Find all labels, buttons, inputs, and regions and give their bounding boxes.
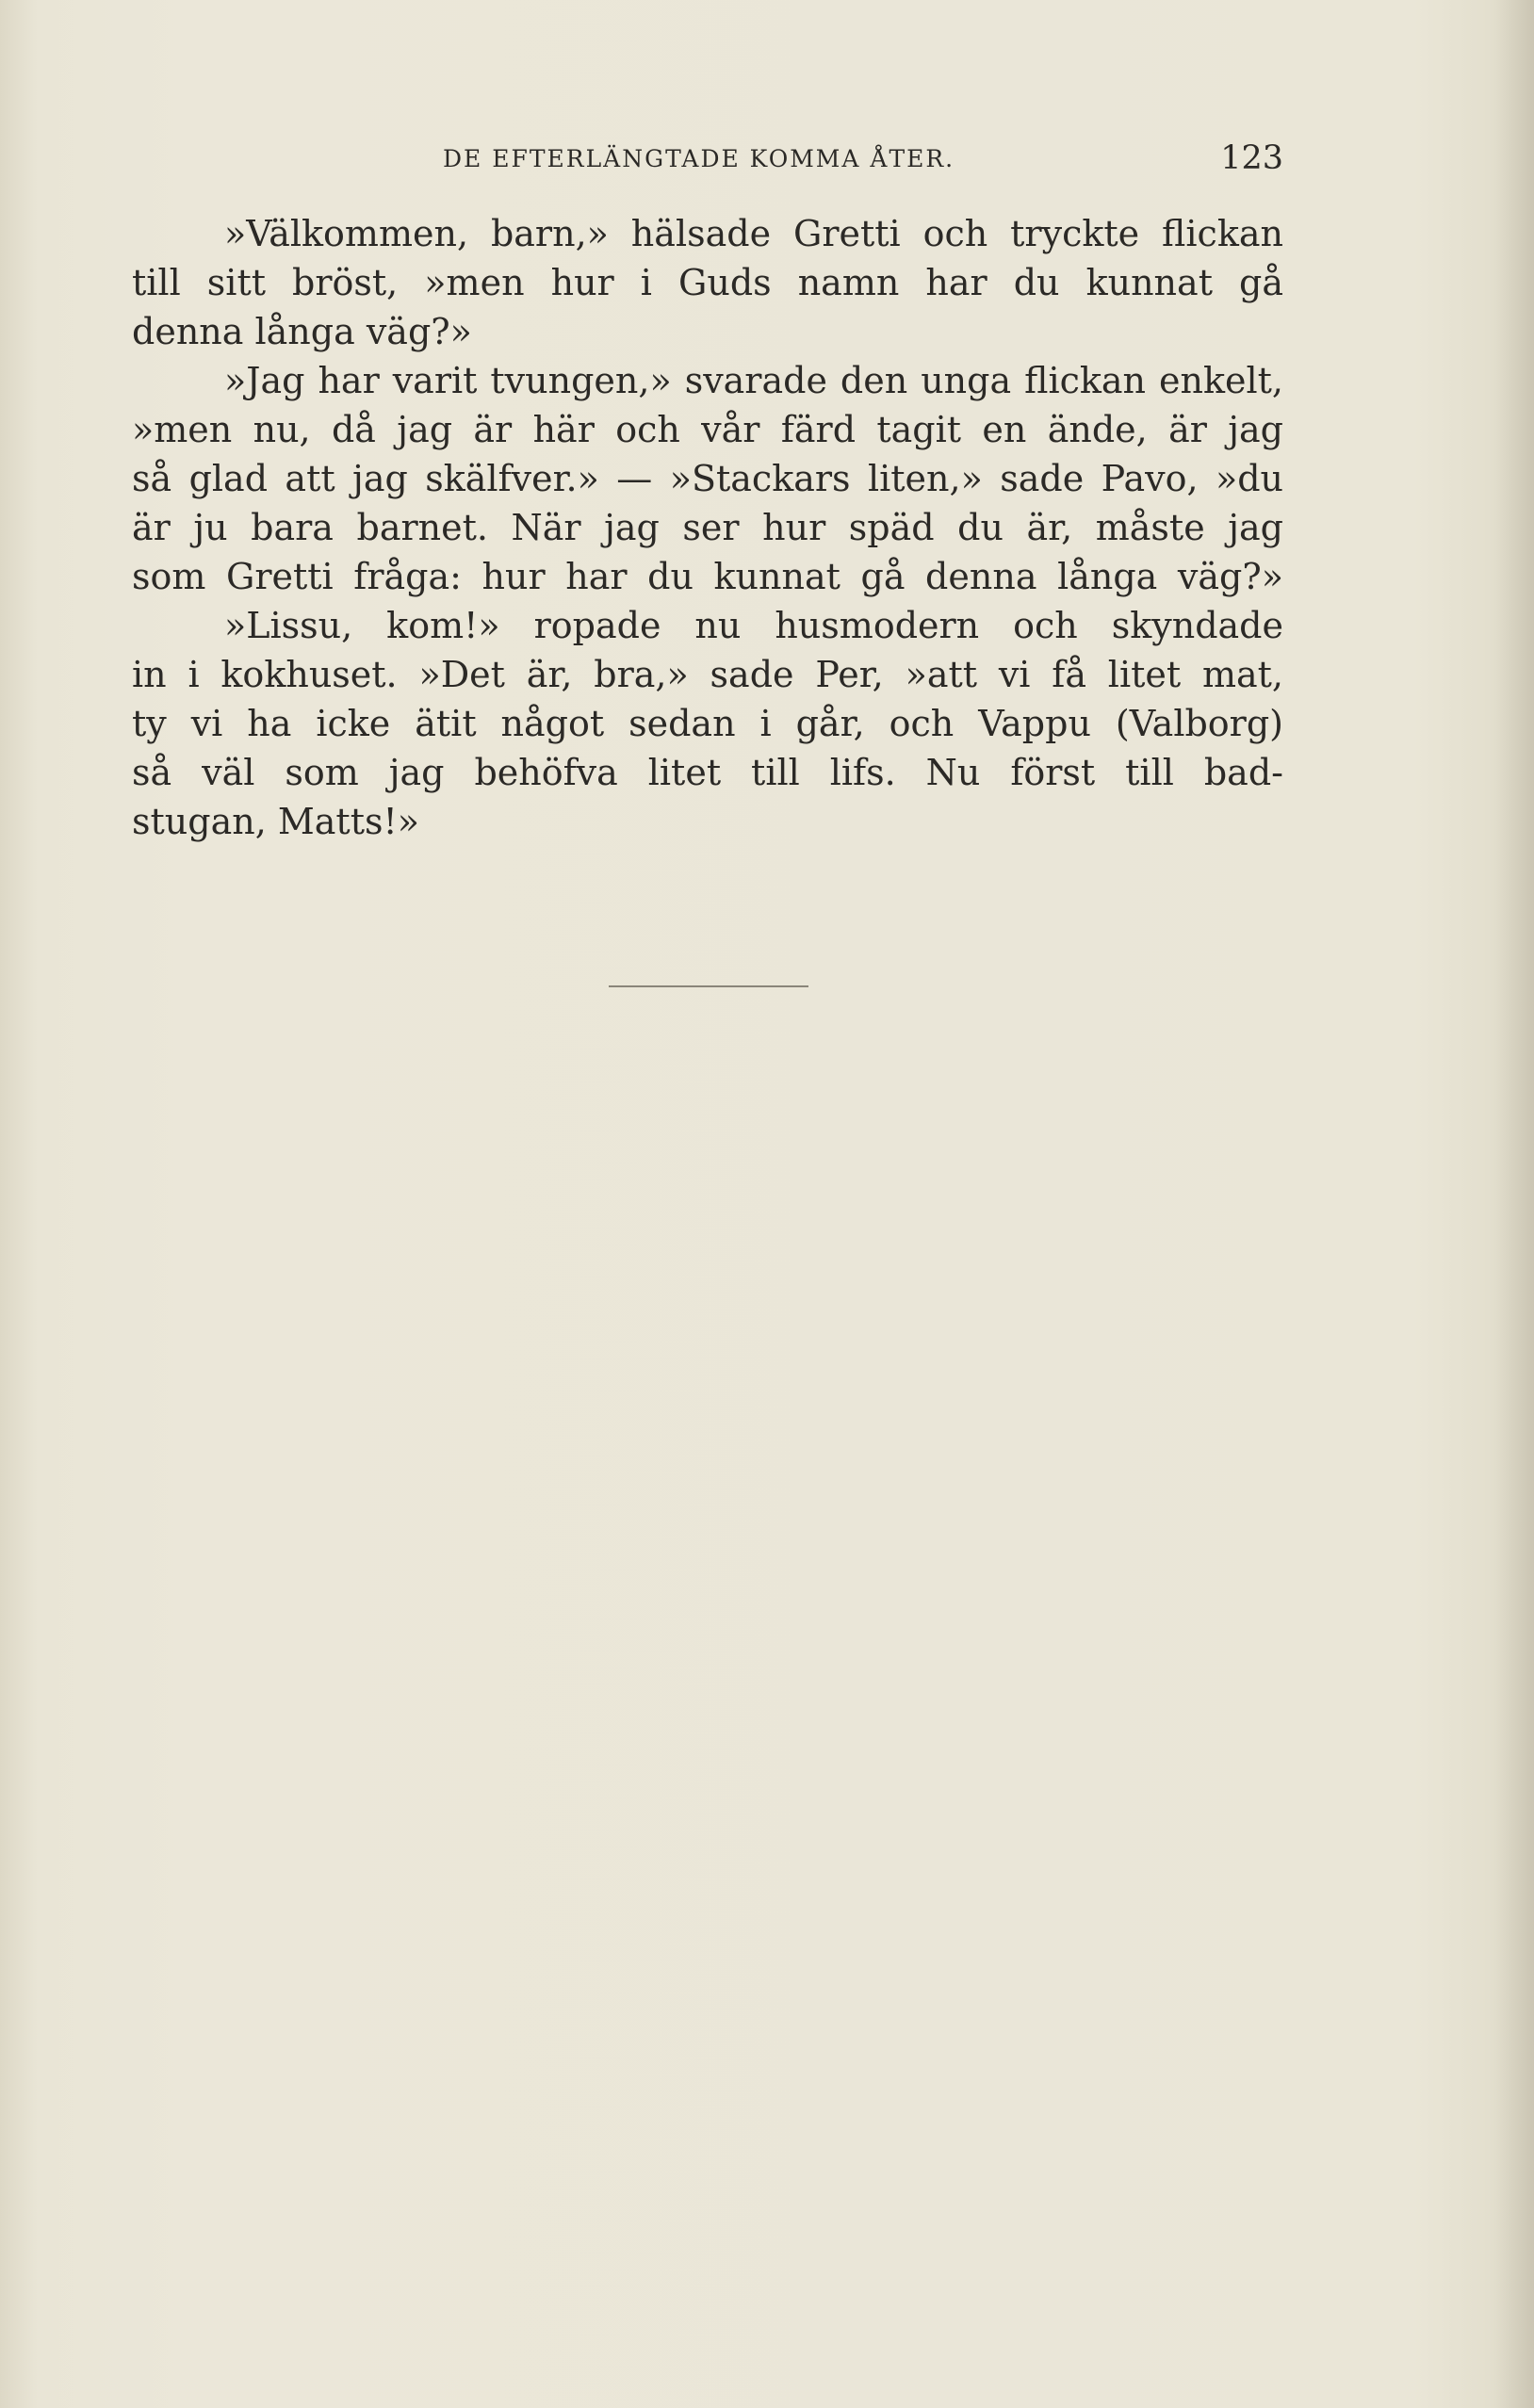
text-line: är ju bara barnet. När jag ser hur späd du är, måste jag (132, 507, 1283, 548)
page-number: 123 (1220, 139, 1283, 177)
running-head (132, 141, 1283, 179)
text-line: som Gretti fråga: hur har du kunnat gå denna långa väg?» (132, 556, 1283, 597)
text-line: så väl som jag behöfva litet till lifs. Nu först till bad- (132, 752, 1283, 793)
text-line: ty vi ha icke ätit något sedan i går, och Vappu (Valborg) (132, 703, 1283, 744)
page-edge-shadow (1496, 0, 1534, 2408)
text-line: stugan, Matts!» (132, 801, 419, 842)
text-line: »Välkommen, barn,» hälsade Gretti och tryckte flickan (224, 213, 1283, 254)
text-line: »men nu, då jag är här och vår färd tagit en ände, är jag (132, 409, 1283, 450)
section-end-rule (609, 985, 808, 987)
text-line: till sitt bröst, »men hur i Guds namn har du kunnat gå (132, 262, 1283, 303)
text-line: denna långa väg?» (132, 311, 472, 352)
body-text (132, 209, 1283, 846)
text-line: så glad att jag skälfver.» — »Stackars liten,» sade Pavo, »du (132, 458, 1283, 499)
running-title: DE EFTERLÄNGTADE KOMMA ÅTER. (443, 145, 955, 172)
text-line: »Jag har varit tvungen,» svarade den unga flickan enkelt, (224, 360, 1283, 401)
text-line: »Lissu, kom!» ropade nu husmodern och skyndade (224, 605, 1283, 646)
text-line: in i kokhuset. »Det är, bra,» sade Per, »att vi få litet mat, (132, 654, 1283, 695)
